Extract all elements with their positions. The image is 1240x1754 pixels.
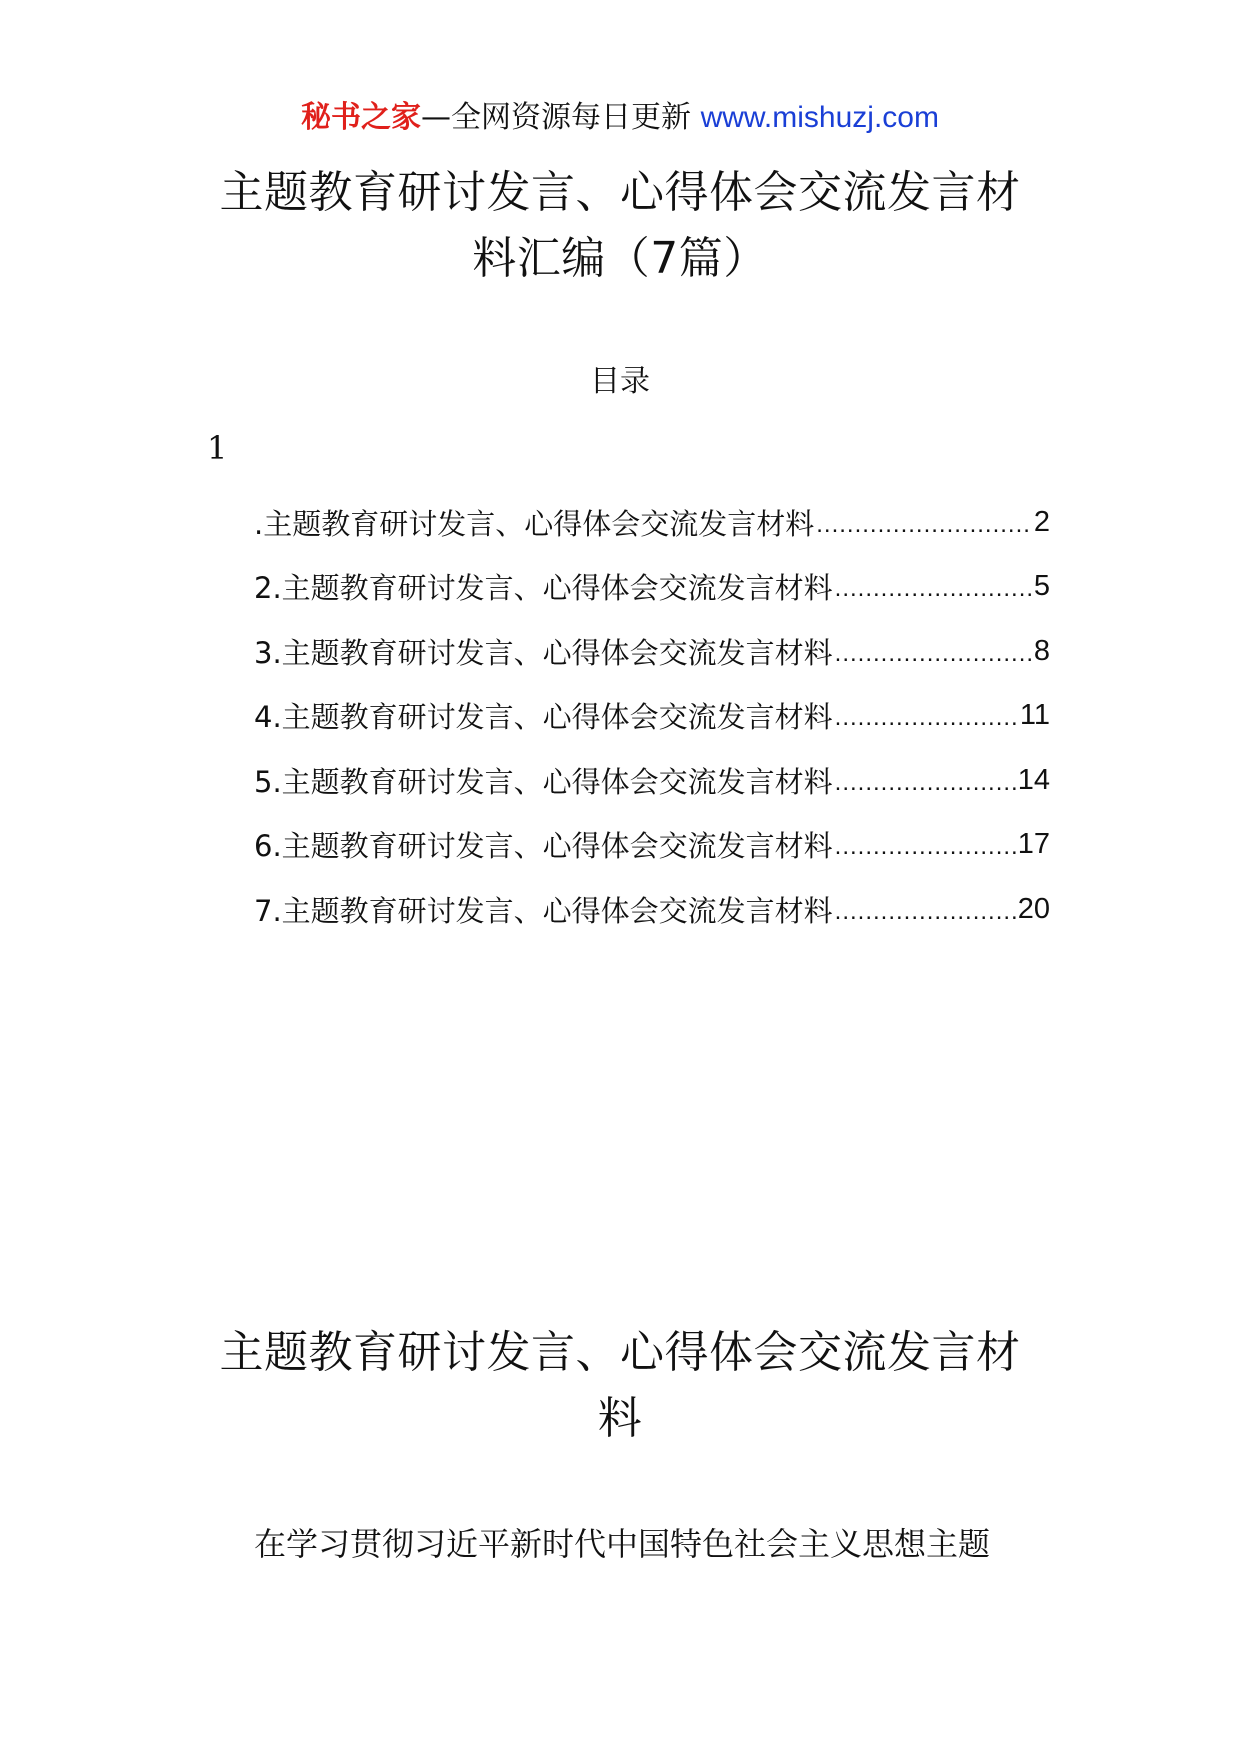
toc-entry-page: 20 — [1017, 892, 1050, 925]
site-tagline: —全网资源每日更新 — [421, 100, 692, 135]
toc-entry-title: 7.主题教育研讨发言、心得体会交流发言材料 — [254, 893, 833, 928]
brand-name: 秘书之家 — [301, 100, 422, 135]
toc-entry-page: 11 — [1019, 699, 1050, 732]
toc-list — [254, 490, 1050, 942]
site-url-link[interactable]: www.mishuzj.com — [700, 101, 939, 134]
toc-entry-page: 14 — [1017, 763, 1050, 796]
toc-entry[interactable] — [254, 490, 1050, 555]
toc-entry-page: 17 — [1017, 828, 1050, 861]
body-paragraph: 在学习贯彻习近平新时代中国特色社会主义思想主题 — [254, 1525, 991, 1563]
toc-entry[interactable] — [254, 619, 1050, 684]
site-header — [0, 98, 1240, 138]
toc-entry-title: 4.主题教育研讨发言、心得体会交流发言材料 — [254, 700, 833, 735]
toc-leader-dots — [835, 769, 1016, 813]
toc-leader-dots — [835, 833, 1016, 877]
toc-entry[interactable] — [254, 748, 1050, 813]
toc-entry-page: 8 — [1033, 634, 1050, 667]
toc-entry-title: 6.主题教育研讨发言、心得体会交流发言材料 — [254, 829, 833, 864]
section-title-line1: 主题教育研讨发言、心得体会交流发言材 — [219, 1327, 1021, 1378]
document-title-line2: 料汇编（7篇） — [472, 233, 768, 284]
toc-entry[interactable] — [254, 813, 1050, 878]
toc-leader-dots — [835, 898, 1016, 942]
toc-entry-page: 2 — [1033, 505, 1050, 538]
toc-entry-title: 2.主题教育研讨发言、心得体会交流发言材料 — [254, 571, 833, 606]
toc-entry[interactable] — [254, 555, 1050, 620]
toc-leader-dots — [816, 511, 1032, 555]
document-title-line1: 主题教育研讨发言、心得体会交流发言材 — [219, 167, 1021, 218]
document-title — [200, 160, 1040, 292]
section-title-line2: 料 — [597, 1393, 643, 1444]
toc-entry-title: 5.主题教育研讨发言、心得体会交流发言材料 — [254, 764, 833, 799]
toc-entry-page: 5 — [1033, 570, 1050, 603]
toc-entry[interactable] — [254, 684, 1050, 749]
section-title — [200, 1320, 1040, 1452]
toc-stray-number: 1 — [207, 429, 228, 467]
toc-entry[interactable] — [254, 877, 1050, 942]
toc-leader-dots — [835, 575, 1032, 619]
toc-leader-dots — [835, 704, 1018, 748]
toc-heading: 目录 — [590, 364, 650, 399]
toc-leader-dots — [835, 640, 1032, 684]
toc-entry-title: 3.主题教育研讨发言、心得体会交流发言材料 — [254, 635, 833, 670]
toc-entry-title: .主题教育研讨发言、心得体会交流发言材料 — [254, 506, 815, 541]
